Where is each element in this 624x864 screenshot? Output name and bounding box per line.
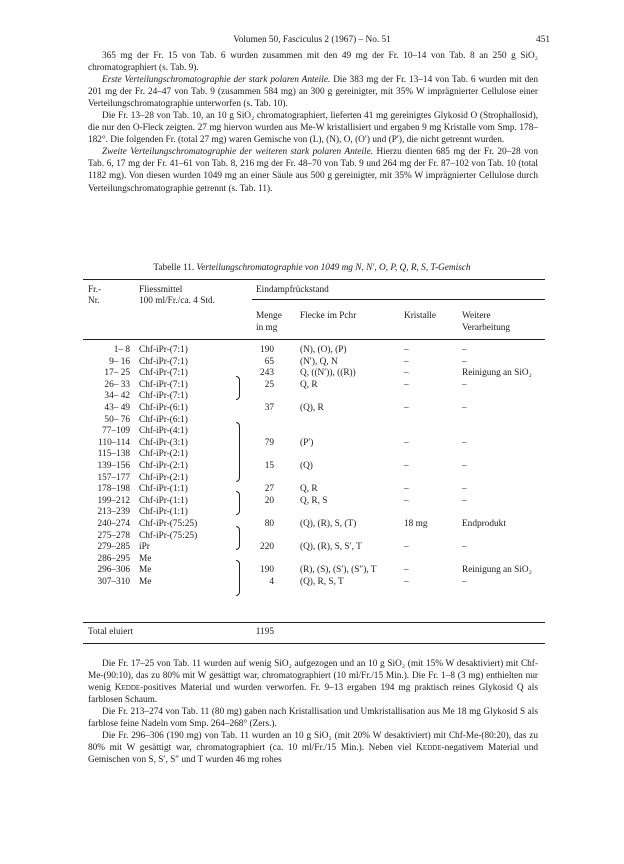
text-run: -positives Material und wurden verworfen. Fr. 9–13 ergaben 194 mg praktisch reines Glykosid Q als farblosen Schaum. (88, 683, 538, 706)
cell-fliessmittel: Chf-iPr-(7:1) (139, 391, 188, 402)
cell-weitere: – (462, 495, 467, 506)
cell-fliessmittel: Chf-iPr-(6:1) (139, 403, 188, 413)
col-header-verarbeitung: Verarbeitung (462, 323, 511, 333)
cell-flecke: (Q), R, S, T (300, 577, 344, 587)
cell-fraction: 26– 33 (104, 379, 130, 390)
cell-fliessmittel: Chf-iPr-(1:1) (139, 507, 188, 518)
cell-menge: 20 (264, 495, 274, 506)
col-header-eindampfrueckstand: Eindampfrückstand (256, 285, 329, 295)
table-caption-title: Verteilungschromatographie von 1049 mg N, N′, O, P, Q, R, S, T-Gemisch (196, 263, 471, 273)
cell-fliessmittel: Chf-iPr-(4:1) (139, 426, 188, 437)
cell-kristalle: – (404, 379, 409, 390)
cell-fraction: 9– 16 (109, 356, 130, 367)
body-text-top (88, 50, 538, 195)
cell-menge: 243 (260, 368, 274, 379)
table-end-rule (83, 643, 545, 644)
cell-kristalle: – (404, 403, 409, 413)
cell-flecke: (Q), R (300, 403, 324, 413)
cell-weitere: Reinigung an SiO₂ (462, 368, 532, 379)
page-number: 451 (536, 35, 550, 45)
col-header-fliessmittel: Fliessmittel (139, 285, 183, 295)
text-run: Die Fr. 296–306 (190 mg) von Tab. 11 wurden an 10 g SiO₂ (mit 20% W desaktiviert) mit Chf-Me-(80:20), das zu 80% mit W gesättigt war, chromatographiert (ca. 10 ml/Fr./15 Min.). Neben viel (88, 731, 538, 754)
col-header-fr: Fr.- (88, 285, 102, 295)
text-run: Hierzu dienten 685 mg der Fr. 20–28 von Tab. 6, 17 mg der Fr. 41–61 von Tab. 8, 216 mg der Fr. 48–70 von Tab. 9 und 264 mg der Fr. 87–102 von Tab. 10 (total 1182 mg). Von diesen wurden 1049 mg an einer Säule aus 500 g gereinigter, mit 35% W imprägnierter Cellulose durch Verteilungschromatographie getrennt (s. Tab. 11). (88, 147, 538, 194)
cell-fraction: 139–156 (97, 461, 130, 471)
cell-weitere: – (462, 356, 467, 367)
cell-flecke: (Q), (R), S, (T) (300, 519, 357, 529)
cell-weitere: – (462, 403, 467, 413)
text-run: Die Fr. 213–274 von Tab. 11 (80 mg) gaben nach Kristallisation und Umkristallisation aus Me 18 mg Glykosid S als farblose feine Nadeln vom Smp. 264–268° (Zers.). (88, 707, 538, 730)
cell-kristalle: – (404, 461, 409, 471)
cell-kristalle: – (404, 368, 409, 379)
col-header-menge: Menge (256, 311, 282, 321)
group-brace (236, 376, 240, 400)
cell-kristalle: – (404, 495, 409, 506)
cell-fraction: 77–109 (102, 426, 130, 437)
reagent-name: Kedde (114, 683, 141, 694)
cell-fliessmittel: Chf-iPr-(75:25) (139, 519, 198, 529)
cell-flecke: (N′), Q, N (300, 356, 338, 367)
table-caption (0, 263, 624, 273)
cell-fraction: 17– 25 (104, 368, 130, 379)
cell-weitere: – (462, 461, 467, 471)
text-run: Die Fr. 13–28 von Tab. 10, an 10 g SiO₂ chromatographiert, lieferten 41 mg gereinigtes Glykosid O (Strophallosid), die nur den O-Fleck zeigten. 27 mg hiervon wurden aus Me-W kristallisiert und ergaben 9 mg Kristalle vom Smp. 178–182°. Die folgenden Fr. (total 27 mg) waren Gemische von (L), (N), O, (O′) und (P′), die nicht getrennt wurden. (88, 111, 538, 146)
paragraph (88, 146, 538, 194)
cell-flecke: Q, ((N′)), ((R)) (300, 368, 356, 379)
section-heading: Erste Verteilungschromatographie der stark polaren Anteile. (102, 75, 331, 86)
cell-kristalle: – (404, 542, 409, 553)
cell-flecke: (Q), (R), S, S′, T (300, 542, 362, 553)
cell-fraction: 34– 42 (104, 391, 130, 402)
cell-fliessmittel: Chf-iPr-(75:25) (139, 530, 198, 541)
cell-fraction: 115–138 (97, 449, 130, 460)
text-run: 365 mg der Fr. 15 von Tab. 6 wurden zusammen mit den 49 mg der Fr. 10–14 von Tab. 8 an 250 g SiO₂ chromatographiert (s. Tab. 9). (88, 51, 538, 74)
paragraph (88, 50, 538, 74)
table-subheader-rule (252, 299, 545, 300)
cell-fliessmittel: Chf-iPr-(7:1) (139, 379, 188, 390)
group-brace (236, 491, 240, 515)
cell-fliessmittel: Chf-iPr-(7:1) (139, 345, 188, 355)
cell-fliessmittel: Me (139, 553, 152, 564)
total-value: 1195 (255, 627, 274, 637)
cell-fliessmittel: Chf-iPr-(1:1) (139, 495, 188, 506)
cell-weitere: – (462, 437, 467, 448)
cell-fraction: 199–212 (97, 495, 130, 506)
cell-weitere: Endprodukt (462, 519, 506, 529)
cell-menge: 79 (264, 437, 274, 448)
cell-fraction: 279–285 (97, 542, 130, 553)
cell-kristalle: – (404, 356, 409, 367)
cell-menge: 80 (264, 519, 274, 529)
cell-fliessmittel: iPr (139, 542, 150, 553)
cell-menge: 15 (264, 461, 274, 471)
cell-weitere: – (462, 379, 467, 390)
group-brace (236, 422, 240, 482)
col-header-nr: Nr. (88, 296, 100, 306)
cell-weitere: – (462, 345, 467, 355)
section-heading: Zweite Verteilungschromatographie der weiteren stark polaren Anteile. (102, 147, 374, 158)
cell-flecke: (N), (O), (P) (300, 345, 347, 355)
cell-kristalle: 18 mg (404, 519, 428, 529)
group-brace (236, 560, 240, 596)
paragraph (88, 658, 538, 706)
cell-fraction: 286–295 (97, 553, 130, 564)
cell-fliessmittel: Chf-iPr-(2:1) (139, 472, 188, 483)
cell-menge: 220 (260, 542, 274, 553)
cell-kristalle: – (404, 345, 409, 355)
table-bottom-rule (83, 622, 545, 623)
group-brace (236, 526, 240, 550)
cell-kristalle: – (404, 565, 409, 576)
col-header-weitere: Weitere (462, 311, 491, 321)
cell-flecke: Q, R (300, 484, 318, 495)
cell-fliessmittel: Chf-iPr-(6:1) (139, 414, 188, 425)
running-header: Volumen 50, Fasciculus 2 (1967) – No. 51 (233, 35, 391, 45)
cell-menge: 37 (264, 403, 274, 413)
cell-menge: 65 (264, 356, 274, 367)
cell-flecke: Q, R, S (300, 495, 328, 506)
cell-fliessmittel: Chf-iPr-(7:1) (139, 356, 188, 367)
cell-fliessmittel: Chf-iPr-(2:1) (139, 461, 188, 471)
text-run: Die Fr. 17–25 von Tab. 11 wurden auf wenig SiO₂ aufgezogen und an 10 g SiO₂ (mit 15% W desaktiviert) mit Chf-Me-(90:10), das zu 80% mit W gesättigt war, chromatographiert (10 ml/Fr./15 Min.). Die Fr. 1–8 (3 mg) enthielten nur wenig (88, 659, 538, 694)
cell-weitere: – (462, 577, 467, 587)
cell-menge: 190 (260, 345, 274, 355)
cell-fraction: 50– 76 (104, 414, 130, 425)
cell-fliessmittel: Chf-iPr-(3:1) (139, 437, 188, 448)
col-header-flow-rate: 100 ml/Fr./ca. 4 Std. (139, 296, 215, 306)
table-caption-label: Tabelle 11. (153, 263, 195, 273)
table-top-rule (83, 279, 545, 280)
total-label: Total eluiert (88, 627, 134, 637)
reagent-name: Kedde (416, 743, 442, 754)
cell-fraction: 110–114 (98, 437, 130, 448)
cell-flecke: Q, R (300, 379, 318, 390)
cell-weitere: – (462, 484, 467, 495)
cell-flecke: (Q) (300, 461, 313, 471)
cell-menge: 27 (264, 484, 274, 495)
text-run: -negativem Material und Gemischen von S, S′, S″ und T wurden 46 mg rohes (88, 743, 539, 766)
cell-fraction: 157–177 (97, 472, 130, 483)
cell-menge: 25 (264, 379, 274, 390)
table-header-rule (83, 339, 545, 340)
cell-fliessmittel: Chf-iPr-(2:1) (139, 449, 188, 460)
cell-kristalle: – (404, 484, 409, 495)
cell-flecke: (R), (S), (S′), (S″), T (300, 565, 377, 576)
cell-fraction: 296–306 (97, 565, 130, 576)
cell-fraction: 1– 8 (113, 345, 130, 355)
cell-menge: 190 (260, 565, 274, 576)
cell-menge: 4 (269, 577, 274, 587)
cell-kristalle: – (404, 577, 409, 587)
cell-flecke: (P′) (300, 437, 314, 448)
paragraph (88, 110, 538, 146)
col-header-in-mg: in mg (256, 323, 278, 333)
cell-fraction: 213–239 (97, 507, 130, 518)
cell-fliessmittel: Chf-iPr-(1:1) (139, 484, 188, 495)
cell-kristalle: – (404, 437, 409, 448)
cell-fliessmittel: Me (139, 565, 152, 576)
text-run: Die 383 mg der Fr. 13–14 von Tab. 6 wurden mit den 201 mg der Fr. 24–47 von Tab. 9 (zusammen 584 mg) an 300 g gereinigter, mit 35% W imprägnierter Cellulose einer Verteilungschromatographie unterworfen (s. Tab. 10). (88, 75, 538, 110)
cell-fliessmittel: Chf-iPr-(7:1) (139, 368, 188, 379)
col-header-flecke: Flecke im Pchr (300, 311, 357, 321)
col-header-kristalle: Kristalle (404, 311, 437, 321)
cell-fliessmittel: Me (139, 577, 152, 587)
cell-fraction: 307–310 (97, 577, 130, 587)
cell-weitere: Reinigung an SiO₂ (462, 565, 532, 576)
cell-fraction: 275–278 (97, 530, 130, 541)
cell-fraction: 178–198 (97, 484, 130, 495)
paragraph (88, 730, 538, 766)
cell-weitere: – (462, 542, 467, 553)
cell-fraction: 43– 49 (104, 403, 130, 413)
cell-fraction: 240–274 (97, 519, 130, 529)
body-text-bottom (88, 658, 538, 766)
paragraph (88, 74, 538, 110)
paragraph (88, 706, 538, 730)
